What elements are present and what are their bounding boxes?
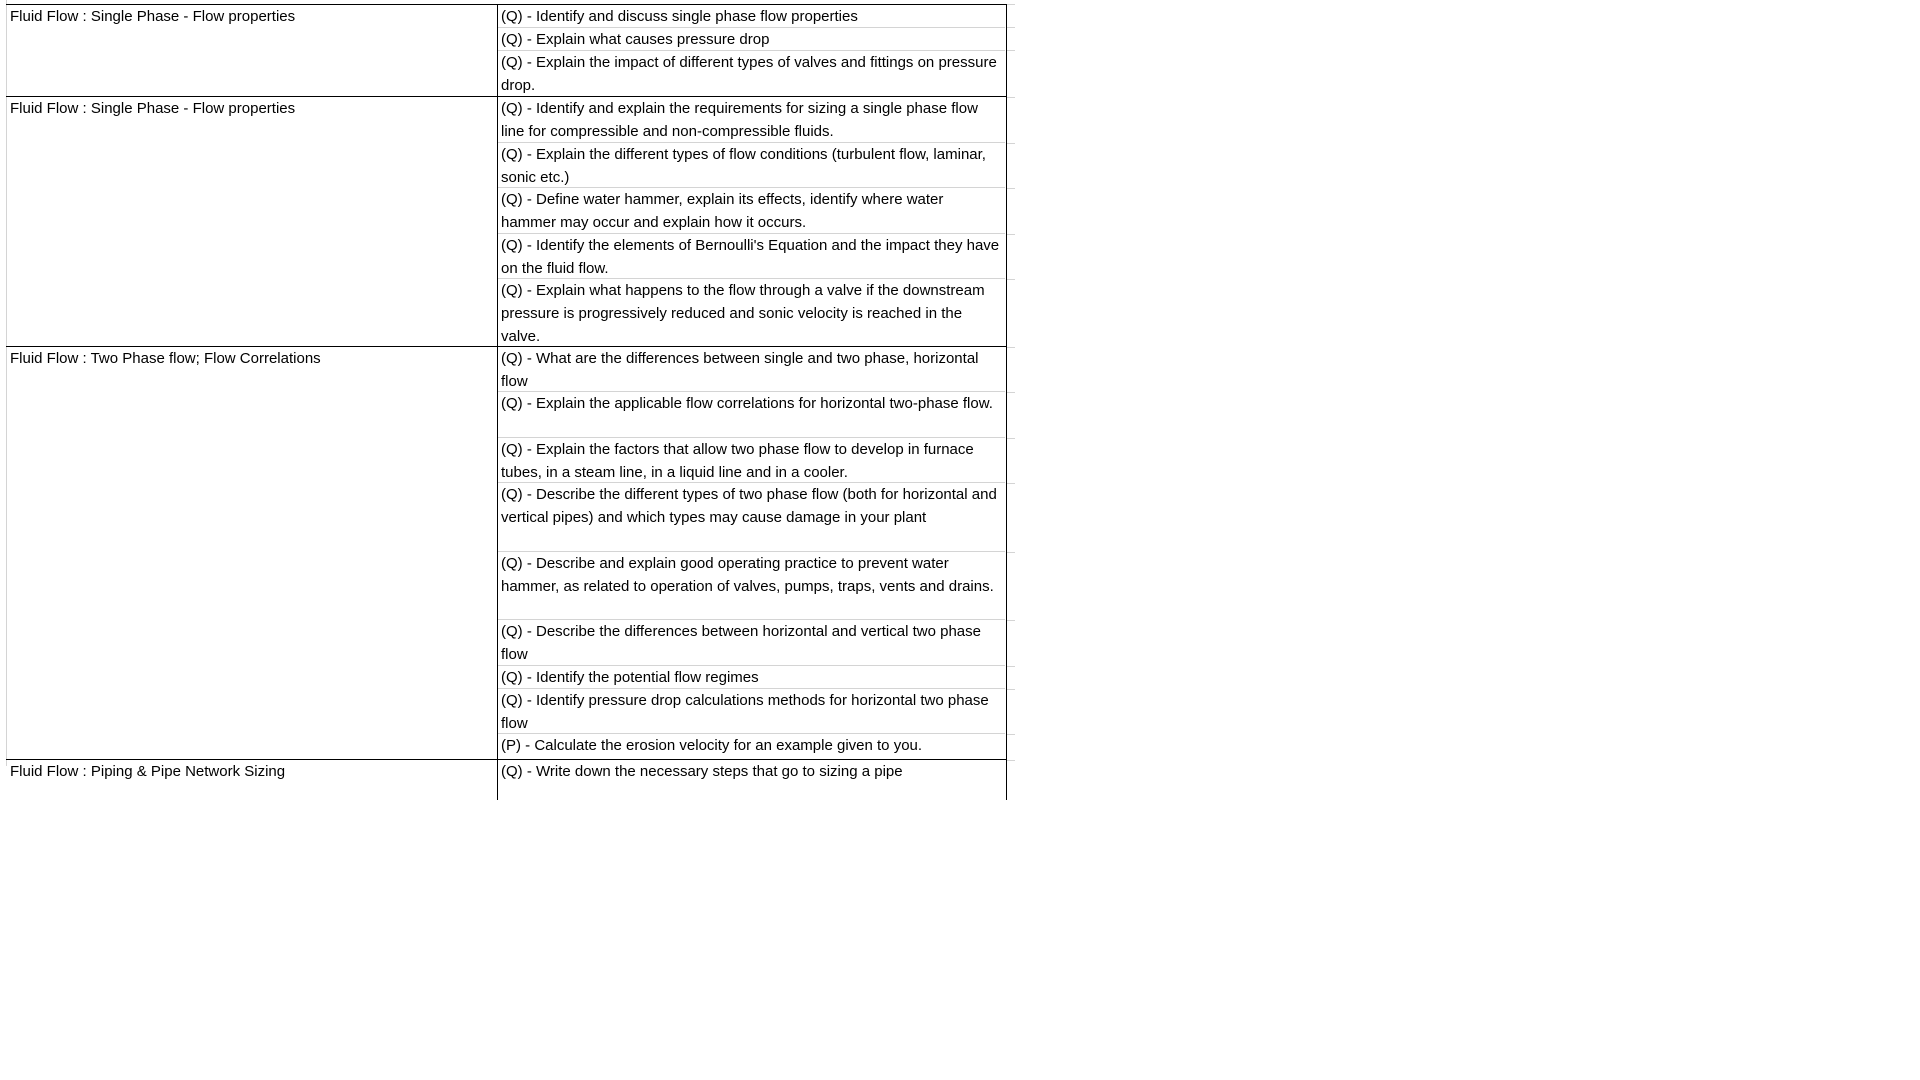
question-cell[interactable]: (Q) - Describe and explain good operating practice to prevent water hammer, as related to operation of valves, pumps, traps, vents and drains. xyxy=(498,552,1005,620)
table-row xyxy=(6,4,1007,97)
table-row xyxy=(6,347,1007,760)
question-cell[interactable]: (Q) - Explain the different types of flow conditions (turbulent flow, laminar, sonic etc.) xyxy=(498,143,1005,188)
topic-cell[interactable]: Fluid Flow : Piping & Pipe Network Sizing xyxy=(6,760,498,800)
question-cell[interactable]: (Q) - Explain the applicable flow correlations for horizontal two-phase flow. xyxy=(498,392,1005,438)
gridline xyxy=(1007,27,1015,28)
question-cell[interactable]: (Q) - Identify pressure drop calculations methods for horizontal two phase flow xyxy=(498,689,1005,734)
question-cell[interactable]: (Q) - Write down the necessary steps that go to sizing a pipe xyxy=(501,763,903,780)
gridline xyxy=(1007,279,1015,280)
gridline xyxy=(1007,188,1015,189)
question-cell[interactable]: (Q) - Explain what happens to the flow through a valve if the downstream pressure is progressively reduced and sonic velocity is reached in the valve. xyxy=(501,282,985,345)
question-cell[interactable]: (Q) - Describe the different types of two phase flow (both for horizontal and vertical pipes) and which types may cause damage in your plant xyxy=(498,483,1005,552)
gridline xyxy=(1007,689,1015,690)
questions-column xyxy=(498,760,1007,800)
topic-cell[interactable]: Fluid Flow : Two Phase flow; Flow Correlations xyxy=(6,347,498,759)
question-cell[interactable]: (P) - Calculate the erosion velocity for an example given to you. xyxy=(501,737,923,754)
gridline xyxy=(1007,392,1015,393)
question-cell[interactable]: (Q) - Define water hammer, explain its effects, identify where water hammer may occur and explain how it occurs. xyxy=(498,188,1005,234)
spreadsheet-grid[interactable] xyxy=(0,0,1015,780)
questions-column xyxy=(498,97,1007,346)
question-cell[interactable]: (Q) - What are the differences between single and two phase, horizontal flow xyxy=(498,347,1005,392)
gridline xyxy=(1007,4,1015,5)
questions-column xyxy=(498,347,1007,759)
gridline xyxy=(1007,234,1015,235)
question-cell[interactable]: (Q) - Explain the factors that allow two phase flow to develop in furnace tubes, in a steam line, in a liquid line and in a cooler. xyxy=(498,438,1005,483)
topic-cell[interactable]: Fluid Flow : Single Phase - Flow properties xyxy=(6,97,498,346)
gridline xyxy=(1007,50,1015,51)
gridline xyxy=(1007,620,1015,621)
gridline xyxy=(1007,552,1015,553)
table-row-partial xyxy=(6,760,1007,800)
question-cell[interactable]: (Q) - Identify the potential flow regimes xyxy=(498,666,1005,689)
question-cell[interactable]: (Q) - Identify and discuss single phase flow properties xyxy=(498,5,1005,28)
gridline xyxy=(1007,347,1015,348)
gridline xyxy=(1007,97,1015,98)
gridline xyxy=(1007,438,1015,439)
topic-cell[interactable]: Fluid Flow : Single Phase - Flow properties xyxy=(6,5,498,96)
questions-column xyxy=(498,5,1007,96)
question-cell[interactable]: (Q) - Explain the impact of different types of valves and fittings on pressure drop. xyxy=(501,54,997,94)
gridline xyxy=(1007,760,1015,761)
gridline xyxy=(1007,734,1015,735)
question-cell[interactable]: (Q) - Identify the elements of Bernoulli's Equation and the impact they have on the fluid flow. xyxy=(498,234,1005,279)
table-row xyxy=(6,97,1007,347)
gridline xyxy=(1007,483,1015,484)
question-cell[interactable]: (Q) - Describe the differences between horizontal and vertical two phase flow xyxy=(498,620,1005,666)
question-cell[interactable]: (Q) - Identify and explain the requirements for sizing a single phase flow line for compressible and non-compressible fluids. xyxy=(498,97,1005,143)
gridline xyxy=(1007,143,1015,144)
gridline xyxy=(1007,666,1015,667)
question-cell[interactable]: (Q) - Explain what causes pressure drop xyxy=(498,28,1005,51)
